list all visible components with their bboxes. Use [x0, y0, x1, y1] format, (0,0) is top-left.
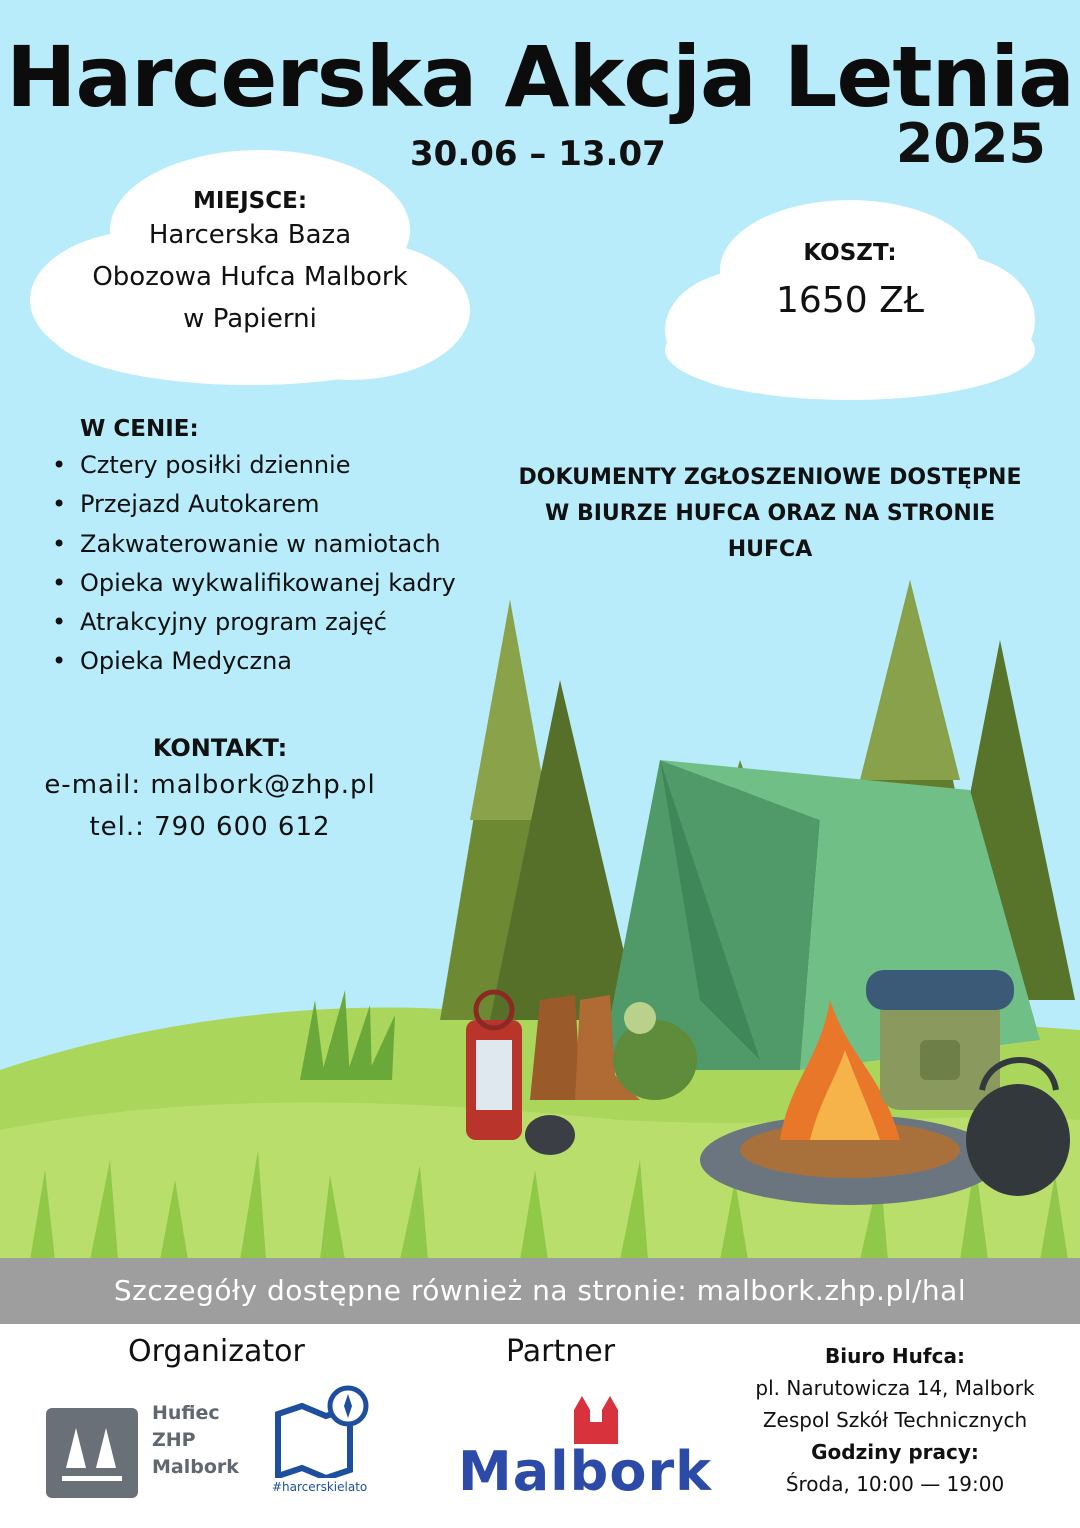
year-label: 2025 [895, 112, 1046, 175]
map-compass-icon [268, 1384, 372, 1478]
website-banner[interactable]: Szczegóły dostępne również na stronie: malbork.zhp.pl/hal [0, 1258, 1080, 1324]
price-heading: W CENIE: [80, 416, 199, 442]
list-item: • Opieka Medyczna [52, 642, 456, 681]
rock [525, 1115, 575, 1155]
documents-notice [480, 460, 1060, 568]
page-title: Harcerska Akcja Letnia [6, 28, 1074, 126]
dates-label: 30.06 – 13.07 [410, 134, 666, 174]
backpack-icon [866, 970, 1014, 1110]
harcerskie-tag: #harcerskielato [272, 1480, 368, 1494]
list-item: • Zakwaterowanie w namiotach [52, 525, 456, 564]
hufiec-line: Hufiec [152, 1402, 220, 1424]
documents-line: DOKUMENTY ZGŁOSZENIOWE DOSTĘPNE [518, 465, 1022, 490]
malbork-logo: Malbork [458, 1440, 712, 1503]
cost-heading: KOSZT: [803, 240, 897, 266]
list-item: • Atrakcyjny program zajęć [52, 603, 456, 642]
cost-value: 1650 ZŁ [776, 280, 924, 321]
place-line: Harcerska Baza [148, 220, 352, 250]
cost-info [690, 240, 1010, 321]
list-item: • Przejazd Autokarem [52, 485, 456, 524]
hufiec-line: Malbork [152, 1456, 239, 1478]
hufiec-logo-text [152, 1400, 239, 1481]
castle-icon [566, 1388, 626, 1444]
place-line: Obozowa Hufca Malbork [92, 262, 408, 292]
partner-label: Partner [506, 1334, 616, 1369]
contact-heading: KONTAKT: [152, 734, 288, 762]
office-heading: Biuro Hufca: [825, 1344, 965, 1368]
documents-line: W BIURZE HUFCA ORAZ NA STRONIE [545, 501, 995, 526]
office-hours: Środa, 10:00 — 19:00 [785, 1472, 1005, 1496]
office-info [730, 1340, 1060, 1500]
organizer-label: Organizator [128, 1334, 305, 1369]
hufiec-line: ZHP [152, 1429, 196, 1451]
documents-line: HUFCA [727, 537, 813, 562]
contact-phone[interactable]: tel.: 790 600 612 [89, 812, 331, 842]
place-line: w Papierni [183, 304, 317, 334]
hufiec-logo-icon [46, 1398, 138, 1500]
office-address: pl. Narutowicza 14, Malbork [755, 1376, 1035, 1400]
place-info [40, 188, 460, 340]
contact-email[interactable]: e-mail: malbork@zhp.pl [44, 770, 376, 800]
list-item: • Cztery posiłki dziennie [52, 446, 456, 485]
office-address: Zespol Szkół Technicznych [762, 1408, 1028, 1432]
hours-heading: Godziny pracy: [811, 1440, 979, 1464]
place-heading: MIEJSCE: [192, 188, 308, 214]
list-item: • Opieka wykwalifikowanej kadry [52, 564, 456, 603]
price-list [52, 446, 456, 682]
